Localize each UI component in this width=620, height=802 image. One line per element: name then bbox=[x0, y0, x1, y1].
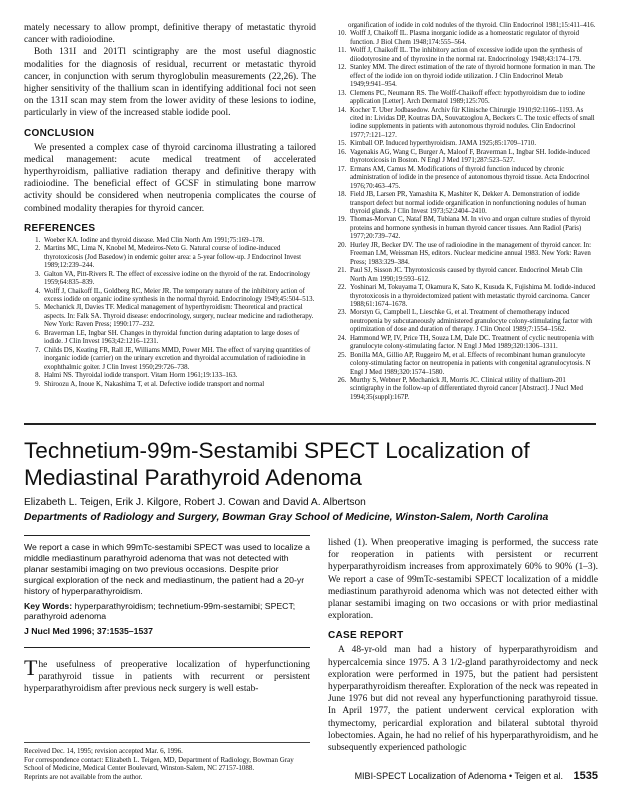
reference-item: 14. Kocher T. Uber Jodbasedow. Archiv für Klinische Chirurgie 1910;92:1166–1193. As cited in: Lividas DP, Koutras DA, Souvatzoglou A, Beckers C. The toxic effects of small iodine supplements in patients with autonomous thyroid nodules. Clin Endocrinol 1977;7:121–127. bbox=[348, 107, 598, 141]
reference-item: 17. Ermans AM, Camus M. Modifications of thyroid function induced by chronic administration of iodide in the presence of autonomous thyroid tissue. Acta Endocrinol 1976;70:463–475. bbox=[348, 166, 598, 191]
reference-item: 5. Mechanick JI, Davies TF. Medical management of hyperthyroidism: Theoretical and practical aspects. In: Falk SA. Thyroid disease: endocrinology, surgery, nuclear medicine and radiotherapy. New York: Raven Press; 1990:177–232. bbox=[42, 304, 316, 329]
reference-item: 9. Shiroozu A, Inoue K, Nakashima T, et al. Defective iodide transport and normal bbox=[42, 381, 316, 389]
previous-article-right-column bbox=[328, 22, 598, 402]
received-note: Received Dec. 14, 1995; revision accepted Mar. 6, 1996. bbox=[24, 747, 183, 755]
reference-item: 24. Hammond WP, IV, Price TH, Souza LM, Dale DC. Treatment of cyclic neutropenia with granulocyte colony-stimulating factor. N Engl J Med 1989;320:1306–1311. bbox=[348, 335, 598, 352]
article-affiliation: Departments of Radiology and Surgery, Bowman Gray School of Medicine, Winston-Salem, North Carolina bbox=[24, 512, 549, 523]
reference-item: 22. Yoshinari M, Tokuyama T, Okamura K, Sato K, Kusuda K, Fujishima M. Iodide-induced thyrotoxicosis in a thyroidectomized patient with metastatic thyroid carcinoma. Cancer 1988;61:1674–1678. bbox=[348, 284, 598, 309]
abstract-text: We report a case in which 99mTc-sestamibi SPECT was used to localize a middle mediastinum parathyroid adenoma that was not detected with planar sestamibi imaging on two previous occasions. Despite prior surgical exploration of the neck and mediastinum, the patient had a 20-yr history of hyperparathyroidism. bbox=[24, 542, 311, 596]
intro-continuation: lished (1). When preoperative imaging is performed, the success rate for reoperation in patients with persistent or recurrent hyperparathyroidism increases from approximately 60% to 90% (1–3). We report a case of 99mTc-sestamibi SPECT localization of a middle mediastinum parathyroid adenoma which was not detected either with planar sestamibi imaging on two occasions or with prior mediastinal exploration. bbox=[328, 538, 598, 622]
conclusion-heading: CONCLUSION bbox=[24, 127, 95, 139]
case-report-heading: CASE REPORT bbox=[328, 630, 404, 642]
reference-item: 26. Murthy S, Webner P, Mechanick JI, Morris JC. Clinical utility of thallium-201 scintigraphy in the follow-up of differentiated thyroid cancer [Abstract]. J Nucl Med 1994;35(suppl):167P. bbox=[348, 377, 598, 402]
reference-item: 4. Wolff J, Chaikoff IL, Goldberg RC, Meier JR. The temporary nature of the inhibitory action of excess iodide on organic iodine synthesis in the normal thyroid. Endocrinology 1949;45:504–513. bbox=[42, 288, 316, 305]
reference-item: 23. Morstyn G, Campbell L, Lieschke G, et al. Treatment of chemotherapy induced neutropenia by subcutaneously administered granulocyte colony-stimulating factor with optimization of dose and duration of therapy. J Clin Oncol 1989;7:1554–1562. bbox=[348, 309, 598, 334]
case-report-text: A 48-yr-old man had a history of hyperparathyroidism and hypercalcemia since 1975. A 3 1/2-gland parathyroidectomy and neck exploration were performed in 1975, but the patient had persistent hyperparathyroidism thereafter. Exploration of the neck was repeated in June 1976 but did not reveal any hyperfunctioning parathyroid tissue. In April 1977, the patient underwent cervical exploration with thymectomy, pericardial exploration and bilateral subtotal thyroid lobectomies. Again, he had no relief of his hyperparathyroidism, and he subsequently experienced pathologic bbox=[328, 645, 598, 754]
drop-cap: T bbox=[24, 655, 38, 680]
journal-citation: J Nucl Med 1996; 37:1535–1537 bbox=[24, 626, 153, 637]
reference-continuation: organification of iodide in cold nodules of the thyroid. Clin Endocrinol 1981;15:411–416. bbox=[348, 22, 596, 29]
reference-item: 13. Clemens PC, Neumann RS. The Wolff-Chaikoff effect: hypothyroidism due to iodine application [Letter]. Arch Dermatol 1989;125:705. bbox=[348, 90, 598, 107]
reprints-note: Reprints are not available from the author. bbox=[24, 772, 143, 781]
reference-item: 7. Childs DS, Keating FR, Rall JE, Williams MMD, Power MH. The effect of varying quantities of inorganic iodide (carrier) on the urinary excretion and thyroidal accumulation of radioiodine in exophthalmic goiter. J Clin Invest 1950;29:726–738. bbox=[42, 347, 316, 372]
keywords-text: hyperparathyroidism; technetium-99m-sestamibi; SPECT; parathyroid adenoma bbox=[24, 600, 296, 622]
reference-item: 18. Field JB, Larsen PR, Yamashita K, Mashiter K, Dekker A. Demonstration of iodide transport defect but normal iodide organification in nonfunctioning nodules of human thyroid glands. J Clin Invest 1973;52:2404–2410. bbox=[348, 191, 598, 216]
running-head: MIBI-SPECT Localization of Adenoma • Teigen et al. bbox=[354, 771, 563, 781]
reference-item: 6. Braverman LE, Ingbar SH. Changes in thyroidal function during adaptation to large doses of iodide. J Clin Invest 1963;42:1216–1231. bbox=[42, 330, 316, 347]
references-list-left bbox=[24, 237, 316, 389]
references-heading: REFERENCES bbox=[24, 222, 96, 234]
keywords-label: Key Words: bbox=[24, 600, 73, 611]
introduction bbox=[24, 655, 310, 696]
reference-item: 11. Wolff J, Chaikoff IL. The inhibitory action of excessive iodide upon the synthesis of diiodotyrosine and of thyroxine in the normal rat. Endocrinology 1948;43:174–179. bbox=[348, 47, 598, 64]
thallium-paragraph: Both 131I and 201Tl scintigraphy are the most useful diagnostic modalities for the diagnosis of residual, recurrent or metastatic thyroid cancer, in conjunction with serum thyroglobulin measurements (22,26). The higher sensitivity of the thallium scan in identifying additional foci not seen on the 131I scan may stem from the lower avidity of these lesions to iodine, particularly in view of the increased stable iodide pool. bbox=[24, 47, 316, 119]
article-authors: Elizabeth L. Teigen, Erik J. Kilgore, Robert J. Cowan and David A. Albertson bbox=[24, 497, 366, 508]
reference-item: 2. Martins MC, Lima N, Knobel M, Medeiros-Neto G. Natural course of iodine-induced thyrotoxicosis (Jod Basedow) in endemic goiter area: a 5-year follow-up. J Endocrinol Invest 1989;12:239–244. bbox=[42, 245, 316, 270]
reference-item: 16. Vagenakis AG, Wang C, Burger A, Maloof F, Braverman L, Ingbar SH. Iodide-induced thyrotoxicosis in Boston. N Engl J Med 1971;287:523–527. bbox=[348, 149, 598, 166]
reference-item: 1. Woeber KA. Iodine and thyroid disease. Med Clin North Am 1991;75:169–178. bbox=[42, 237, 316, 245]
continuation-paragraph: mately necessary to allow prompt, definitive therapy of metastatic thyroid cancer with radioiodine. bbox=[24, 23, 316, 46]
references-list-right bbox=[328, 30, 598, 402]
reference-item: 8. Halmi NS. Thyroidal iodide transport. Vitam Horm 1961;19:133–163. bbox=[42, 372, 316, 380]
section-divider bbox=[24, 423, 596, 425]
correspondence-note: For correspondence contact: Elizabeth L. Teigen, MD, Department of Radiology, Bowman Gray School of Medicine, Medical Center Boulevard, Winston-Salem, NC 27157-1088. bbox=[24, 755, 294, 773]
reference-item: 12. Stanley MM. The direct estimation of the rate of thyroid hormone formation in man. The effect of the iodide ion on thyroid iodide utilization. J Clin Endocrinol Metab 1949;9:941–954. bbox=[348, 64, 598, 89]
reference-item: 25. Bonilla MA, Gillio AP, Ruggeiro M, et al. Effects of recombinant human granulocyte colony-stimulating factor on neutropenia in patients with congenital agranulocytosis. N Engl J Med 1989;320:1574–1580. bbox=[348, 352, 598, 377]
reference-item: 19. Thomas-Morvan C, Nataf BM, Tubiana M. In vivo and organ culture studies of thyroid proteins and hormone synthesis in human thyroid cancer tissues. Ann Radiol (Paris) 1977;20:739–742. bbox=[348, 216, 598, 241]
reference-item: 20. Hurley JR, Becker DV. The use of radioiodine in the management of thyroid cancer. In: Freeman LM, Weissman HS, editors. Nuclear medicine annual 1983. New York: Raven Press; 1983:329–384. bbox=[348, 242, 598, 267]
page-footer bbox=[328, 770, 598, 782]
reference-item: 21. Paul SJ, Sisson JC. Thyrotoxicosis caused by thyroid cancer. Endocrinol Metab Clin North Am 1990;19:593–612. bbox=[348, 267, 598, 284]
article-right-column bbox=[328, 537, 598, 754]
reference-item: 3. Galton VA, Pitt-Rivers R. The effect of excessive iodine on the thyroid of the rat. Endocrinology 1959;64:835–839. bbox=[42, 271, 316, 288]
reference-item: 10. Wolff J, Chaikoff IL. Plasma inorganic iodide as a homeostatic regulator of thyroid function. J Biol Chem 1948;174:555–564. bbox=[348, 30, 598, 47]
reference-item: 15. Kimball OP. Induced hyperthyroidism. JAMA 1925;85:1709–1710. bbox=[348, 140, 598, 148]
keywords-line bbox=[24, 601, 310, 623]
article-title: Technetium-99m-Sestamibi SPECT Localization of Mediastinal Parathyroid Adenoma bbox=[24, 438, 530, 490]
previous-article-left-column bbox=[24, 22, 316, 389]
conclusion-paragraph: We presented a complex case of thyroid carcinoma illustrating a tailored medical management: acute medical treatment of accelerated hyperthyroidism, palliative radiation therapy and definitive therapy with radioiodine. The beneficial effect of GCSF in stimulating bone marrow activity should be considered when neutropenia complicates the course of combined modality therapies for thyroid cancer. bbox=[24, 142, 316, 214]
abstract-box bbox=[24, 535, 310, 648]
intro-text: he usefulness of preoperative localization of hyperfunctioning parathyroid tissue in patients with recurrent or persistent hyperparathyroidism after previous neck surgery is well estab- bbox=[24, 660, 310, 695]
footnotes bbox=[24, 742, 310, 781]
page-number: 1535 bbox=[573, 770, 598, 782]
